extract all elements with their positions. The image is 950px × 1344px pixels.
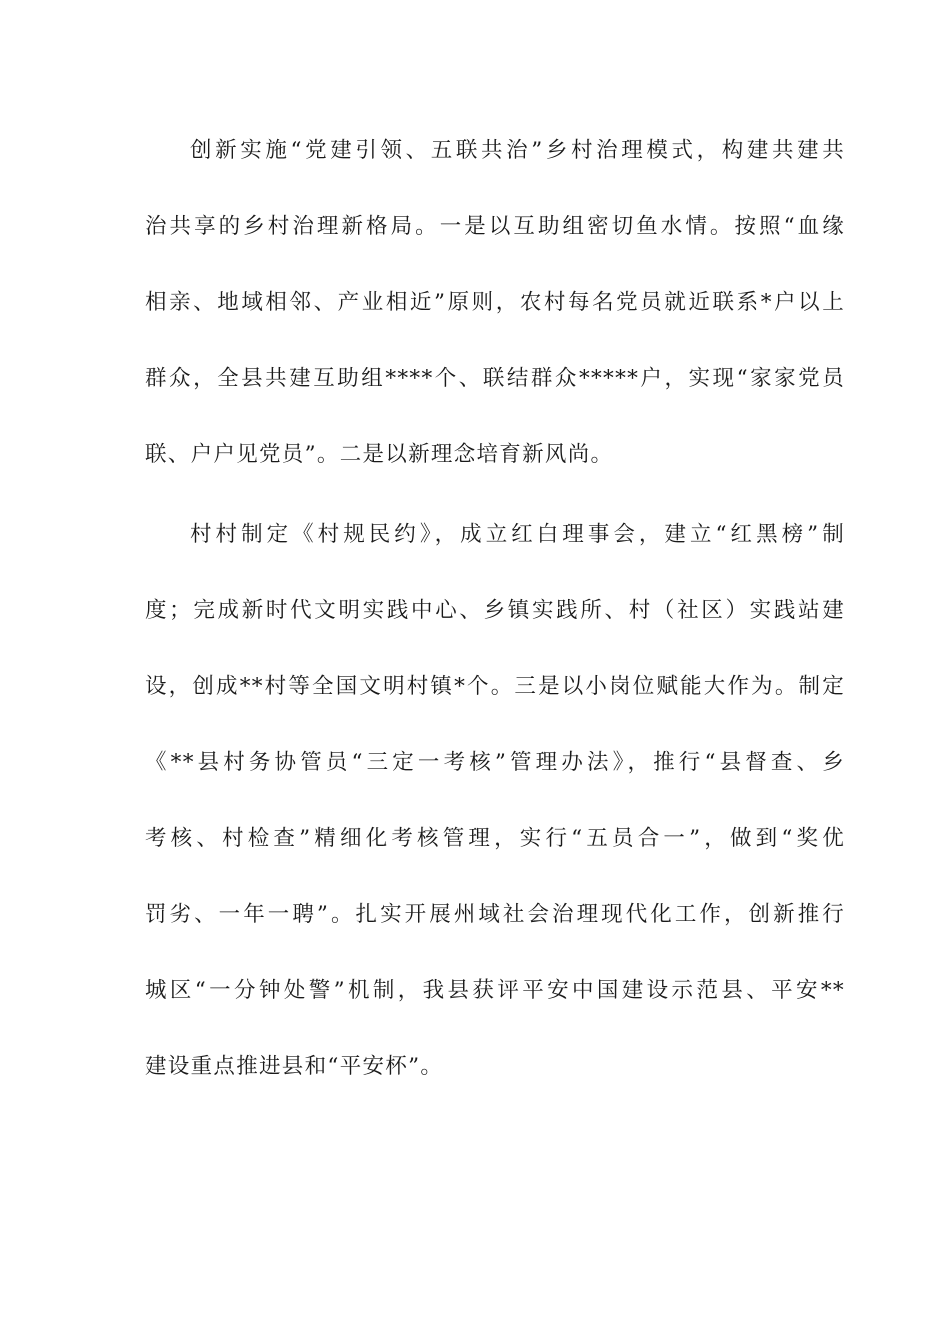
text-line: 联、户户见党员”。二是以新理念培育新风尚。 — [145, 442, 614, 467]
text-line: 度；完成新时代文明实践中心、乡镇实践所、村（社区）实践站建 — [145, 598, 845, 623]
text-line: 治共享的乡村治理新格局。一是以互助组密切鱼水情。按照“血缘 — [145, 214, 845, 239]
text-line: 村村制定《村规民约》，成立红白理事会，建立“红黑榜”制 — [190, 522, 845, 547]
text-line: 《**县村务协管员“三定一考核”管理办法》，推行“县督查、乡 — [145, 750, 845, 775]
text-line: 相亲、地域相邻、产业相近”原则，农村每名党员就近联系*户以上 — [145, 290, 845, 315]
text-line: 考核、村检查”精细化考核管理，实行“五员合一”，做到“奖优 — [145, 826, 845, 851]
text-line: 设，创成**村等全国文明村镇*个。三是以小岗位赋能大作为。制定 — [145, 674, 845, 699]
text-line: 城区“一分钟处警”机制，我县获评平安中国建设示范县、平安** — [145, 978, 845, 1003]
text-line: 群众，全县共建互助组****个、联结群众*****户，实现“家家党员 — [145, 366, 845, 391]
text-line: 创新实施“党建引领、五联共治”乡村治理模式，构建共建共 — [190, 138, 845, 163]
text-line: 罚劣、一年一聘”。扎实开展州域社会治理现代化工作，创新推行 — [145, 902, 845, 927]
text-line: 建设重点推进县和“平安杯”。 — [145, 1054, 444, 1079]
